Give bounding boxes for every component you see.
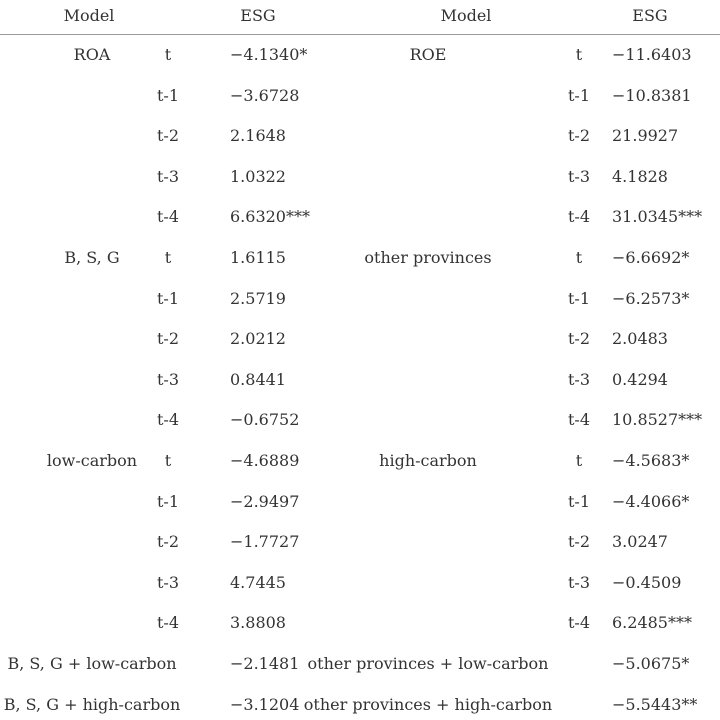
cell-esg-left: −2.1481	[230, 654, 300, 673]
cell-lag-left: t	[164, 45, 172, 64]
table-row	[0, 527, 720, 557]
table-row	[0, 162, 720, 192]
table-row	[0, 202, 720, 232]
table-row	[0, 690, 720, 720]
cell-lag-right: t-4	[567, 207, 591, 227]
cell-esg-left: −3.6728	[230, 85, 300, 105]
cell-lag-right: t-3	[567, 166, 591, 186]
cell-lag-right: t-1	[567, 288, 591, 308]
table-row	[0, 243, 720, 273]
cell-esg-left: −1.7727	[230, 532, 300, 552]
cell-esg-left: −2.9497	[230, 491, 300, 511]
cell-model-right: other provinces + low-carbon	[307, 654, 549, 673]
cell-esg-right: 6.2485***	[612, 613, 692, 633]
table-row	[0, 608, 720, 638]
cell-lag-right: t-4	[567, 613, 591, 633]
cell-lag-left: t-1	[156, 491, 180, 511]
cell-lag-left: t-4	[156, 410, 180, 430]
cell-esg-right: 31.0345***	[612, 207, 703, 227]
cell-esg-right: 0.4294	[612, 369, 668, 389]
cell-model-right: ROE	[409, 45, 447, 64]
table-row	[0, 568, 720, 598]
cell-model-left: B, S, G + low-carbon	[7, 654, 177, 673]
header-esg-left: ESG	[240, 6, 276, 25]
table-row	[0, 40, 720, 70]
table-row	[0, 121, 720, 151]
table-row	[0, 446, 720, 476]
header-model-left: Model	[63, 6, 115, 25]
cell-esg-left: 2.0212	[230, 329, 286, 349]
cell-esg-left: 4.7445	[230, 572, 286, 592]
cell-model-left: B, S, G	[64, 248, 120, 267]
table-row	[0, 487, 720, 517]
table-header-row	[0, 1, 720, 31]
table-row	[0, 284, 720, 314]
table-row	[0, 365, 720, 395]
cell-lag-right: t	[575, 248, 583, 267]
cell-lag-left: t-1	[156, 288, 180, 308]
table-row	[0, 649, 720, 679]
cell-lag-right: t-2	[567, 126, 591, 146]
cell-esg-left: 2.5719	[230, 288, 286, 308]
cell-lag-left: t-4	[156, 207, 180, 227]
table-row	[0, 81, 720, 111]
cell-esg-right: 3.0247	[612, 532, 668, 552]
cell-model-right: high-carbon	[379, 451, 477, 470]
cell-lag-right: t-3	[567, 369, 591, 389]
cell-lag-left: t	[164, 451, 172, 470]
cell-esg-right: −6.2573*	[612, 288, 690, 308]
cell-lag-left: t-2	[156, 532, 180, 552]
cell-esg-left: 3.8808	[230, 613, 286, 633]
cell-lag-right: t-2	[567, 329, 591, 349]
cell-model-left: low-carbon	[46, 451, 138, 470]
cell-esg-right: −10.8381	[612, 85, 692, 105]
header-rule	[0, 34, 720, 35]
cell-esg-right: −5.0675*	[612, 654, 690, 673]
cell-esg-left: 1.6115	[230, 248, 286, 267]
cell-esg-left: 6.6320***	[230, 207, 310, 227]
header-model-right: Model	[440, 6, 492, 25]
cell-esg-left: 2.1648	[230, 126, 286, 146]
cell-esg-right: −5.5443**	[612, 694, 698, 714]
cell-esg-right: −6.6692*	[612, 248, 690, 267]
cell-esg-right: 4.1828	[612, 166, 668, 186]
cell-lag-right: t-3	[567, 572, 591, 592]
cell-esg-right: 21.9927	[612, 126, 679, 146]
cell-model-right: other provinces + high-carbon	[303, 694, 553, 714]
cell-esg-right: −4.5683*	[612, 451, 690, 470]
cell-model-left: ROA	[73, 45, 111, 64]
cell-lag-left: t-2	[156, 329, 180, 349]
cell-model-left: B, S, G + high-carbon	[3, 694, 181, 714]
cell-lag-left: t-4	[156, 613, 180, 633]
cell-lag-left: t-3	[156, 369, 180, 389]
cell-lag-left: t	[164, 248, 172, 267]
table-row	[0, 324, 720, 354]
cell-lag-right: t-1	[567, 491, 591, 511]
cell-esg-left: −3.1204	[230, 694, 300, 714]
header-esg-right: ESG	[632, 6, 668, 25]
cell-lag-left: t-3	[156, 166, 180, 186]
cell-esg-left: 0.8441	[230, 369, 286, 389]
cell-lag-right: t-2	[567, 532, 591, 552]
cell-esg-right: −0.4509	[612, 572, 682, 592]
table-row	[0, 405, 720, 435]
cell-esg-left: −4.6889	[230, 451, 300, 470]
cell-lag-right: t	[575, 451, 583, 470]
cell-esg-right: −11.6403	[612, 45, 692, 64]
cell-lag-right: t-4	[567, 410, 591, 430]
cell-esg-right: −4.4066*	[612, 491, 690, 511]
cell-lag-right: t	[575, 45, 583, 64]
cell-lag-left: t-1	[156, 85, 180, 105]
cell-lag-right: t-1	[567, 85, 591, 105]
cell-esg-left: −4.1340*	[230, 45, 308, 64]
cell-esg-right: 10.8527***	[612, 410, 703, 430]
cell-esg-left: −0.6752	[230, 410, 300, 430]
cell-esg-left: 1.0322	[230, 166, 286, 186]
cell-lag-left: t-3	[156, 572, 180, 592]
cell-esg-right: 2.0483	[612, 329, 668, 349]
cell-lag-left: t-2	[156, 126, 180, 146]
cell-model-right: other provinces	[364, 248, 492, 267]
